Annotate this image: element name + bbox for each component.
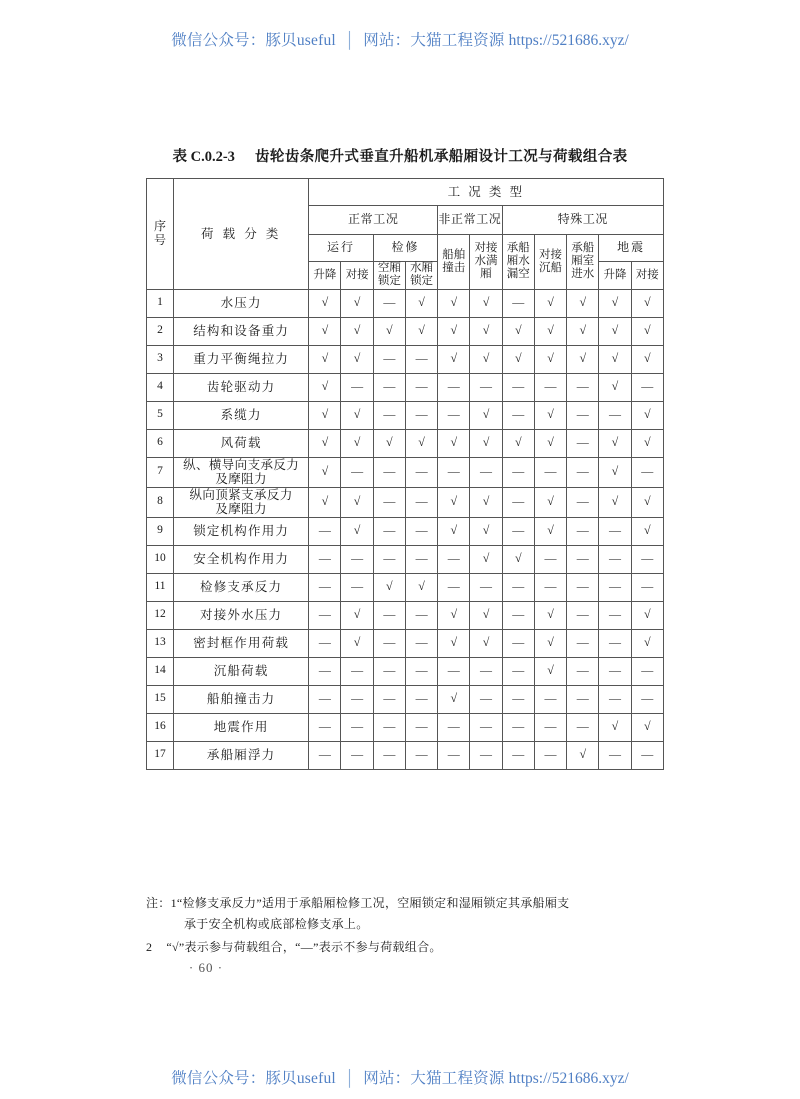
mark-included: √ (438, 629, 470, 657)
mark-excluded: — (438, 657, 470, 685)
mark-excluded: — (405, 487, 437, 517)
mark-excluded: — (502, 741, 534, 769)
table-row (147, 289, 664, 317)
header-seq-no (147, 179, 174, 290)
note-1-text-line-1: “检修支承反力”适用于承船厢检修工况，空厢锁定和湿厢锁定其承船厢支 (176, 896, 570, 910)
mark-included: √ (631, 629, 663, 657)
mark-excluded: — (309, 545, 341, 573)
mark-included: √ (470, 289, 502, 317)
mark-excluded: — (405, 345, 437, 373)
mark-excluded: — (309, 517, 341, 545)
mark-included: √ (534, 487, 566, 517)
mark-included: √ (438, 429, 470, 457)
mark-excluded: — (309, 601, 341, 629)
mark-excluded: — (309, 741, 341, 769)
mark-included: √ (309, 487, 341, 517)
mark-excluded: — (567, 545, 599, 573)
mark-included: √ (599, 345, 631, 373)
row-load-label: 密封框作用荷载 (174, 629, 309, 657)
mark-included: √ (631, 713, 663, 741)
header-row-1 (147, 179, 664, 206)
mark-included: √ (567, 317, 599, 345)
mark-included: √ (309, 317, 341, 345)
mark-excluded: — (373, 373, 405, 401)
watermark-separator-icon: │ (343, 32, 356, 49)
mark-excluded: — (631, 657, 663, 685)
header-col-chamber-room-flooding: 承船 厢室 进水 (567, 235, 599, 290)
mark-included: √ (470, 517, 502, 545)
mark-included: √ (567, 741, 599, 769)
mark-included: √ (470, 629, 502, 657)
mark-included: √ (405, 573, 437, 601)
mark-excluded: — (405, 685, 437, 713)
mark-excluded: — (470, 741, 502, 769)
mark-included: √ (502, 545, 534, 573)
header-col-hoisting-earthquake: 升降 (599, 262, 631, 290)
table-row (147, 487, 664, 517)
mark-included: √ (534, 317, 566, 345)
table-row (147, 573, 664, 601)
table-row (147, 457, 664, 487)
mark-excluded: — (341, 657, 373, 685)
table-number: 表 C.0.2-3 (172, 149, 235, 165)
row-load-label: 风荷载 (174, 429, 309, 457)
header-col-docking-earthquake: 对接 (631, 262, 663, 290)
mark-excluded: — (373, 685, 405, 713)
watermark-site-label: 网站：大猫工程资源 (363, 32, 505, 49)
mark-excluded: — (502, 373, 534, 401)
mark-excluded: — (599, 545, 631, 573)
mark-excluded: — (341, 713, 373, 741)
table-row (147, 517, 664, 545)
mark-excluded: — (534, 545, 566, 573)
mark-included: √ (309, 429, 341, 457)
mark-excluded: — (534, 713, 566, 741)
mark-excluded: — (502, 289, 534, 317)
table-row (147, 545, 664, 573)
mark-excluded: — (438, 457, 470, 487)
mark-included: √ (309, 457, 341, 487)
mark-included: √ (438, 685, 470, 713)
mark-excluded: — (373, 401, 405, 429)
mark-included: √ (438, 317, 470, 345)
mark-excluded: — (567, 457, 599, 487)
mark-included: √ (470, 317, 502, 345)
mark-excluded: — (341, 373, 373, 401)
mark-excluded: — (567, 629, 599, 657)
header-col-empty-chamber-lock: 空厢 锁定 (373, 262, 405, 290)
mark-included: √ (309, 373, 341, 401)
mark-excluded: — (567, 713, 599, 741)
watermark-wechat-label: 微信公众号：豚贝useful (171, 32, 336, 49)
header-seq-char-1: 序 (154, 218, 167, 233)
mark-excluded: — (502, 401, 534, 429)
mark-included: √ (373, 317, 405, 345)
row-number: 2 (147, 317, 174, 345)
row-load-label: 齿轮驱动力 (174, 373, 309, 401)
mark-included: √ (438, 345, 470, 373)
header-group-normal: 正常工况 (309, 206, 438, 235)
note-1-lead: 注：1 (146, 896, 177, 910)
header-seq-char-2: 号 (154, 232, 167, 247)
row-load-label: 纵向顶紧支承反力 及摩阻力 (174, 487, 309, 517)
mark-included: √ (534, 289, 566, 317)
mark-included: √ (470, 487, 502, 517)
mark-excluded: — (373, 517, 405, 545)
mark-excluded: — (567, 601, 599, 629)
note-item-1 (146, 893, 676, 914)
row-load-label: 纵、横导向支承反力 及摩阻力 (174, 457, 309, 487)
row-load-label: 水压力 (174, 289, 309, 317)
mark-excluded: — (373, 487, 405, 517)
mark-included: √ (631, 601, 663, 629)
mark-excluded: — (309, 573, 341, 601)
mark-included: √ (341, 289, 373, 317)
header-condition-type: 工 况 类 型 (309, 179, 664, 206)
row-number: 7 (147, 457, 174, 487)
table-row (147, 317, 664, 345)
mark-included: √ (631, 345, 663, 373)
mark-included: √ (438, 601, 470, 629)
mark-excluded: — (502, 487, 534, 517)
mark-included: √ (599, 317, 631, 345)
note-item-2 (146, 937, 676, 958)
mark-excluded: — (405, 517, 437, 545)
mark-excluded: — (341, 685, 373, 713)
mark-excluded: — (405, 713, 437, 741)
mark-included: √ (309, 345, 341, 373)
mark-excluded: — (405, 373, 437, 401)
mark-included: √ (470, 345, 502, 373)
mark-excluded: — (502, 457, 534, 487)
mark-excluded: — (599, 573, 631, 601)
header-col-hoisting-normal: 升降 (309, 262, 341, 290)
mark-excluded: — (502, 685, 534, 713)
mark-included: √ (534, 629, 566, 657)
mark-excluded: — (373, 545, 405, 573)
table-row (147, 713, 664, 741)
mark-included: √ (341, 629, 373, 657)
mark-included: √ (631, 289, 663, 317)
mark-excluded: — (341, 457, 373, 487)
mark-excluded: — (373, 629, 405, 657)
mark-included: √ (599, 713, 631, 741)
note-2-text: “√”表示参与荷载组合，“—”表示不参与荷载组合。 (166, 940, 442, 954)
mark-excluded: — (599, 741, 631, 769)
row-number: 15 (147, 685, 174, 713)
row-load-label: 船舶撞击力 (174, 685, 309, 713)
row-load-label: 沉船荷载 (174, 657, 309, 685)
mark-included: √ (567, 289, 599, 317)
header-col-water-chamber-lock: 水厢 锁定 (405, 262, 437, 290)
mark-excluded: — (502, 657, 534, 685)
mark-excluded: — (373, 713, 405, 741)
mark-excluded: — (438, 545, 470, 573)
mark-included: √ (534, 657, 566, 685)
table-row (147, 401, 664, 429)
note-1-text-line-2: 承于安全机构或底部检修支承上。 (184, 917, 369, 931)
load-combination-table-wrapper (146, 178, 664, 770)
mark-excluded: — (438, 373, 470, 401)
mark-excluded: — (438, 741, 470, 769)
header-col-docking-full-chamber: 对接 水满 厢 (470, 235, 502, 290)
mark-included: √ (502, 429, 534, 457)
mark-included: √ (341, 487, 373, 517)
header-group-special: 特殊工况 (502, 206, 663, 235)
mark-excluded: — (341, 741, 373, 769)
mark-excluded: — (534, 373, 566, 401)
watermark-footer (0, 1066, 800, 1088)
row-number: 6 (147, 429, 174, 457)
mark-included: √ (405, 317, 437, 345)
mark-included: √ (470, 601, 502, 629)
mark-included: √ (405, 429, 437, 457)
mark-included: √ (534, 401, 566, 429)
watermark-header (0, 28, 800, 50)
mark-excluded: — (599, 517, 631, 545)
mark-included: √ (373, 573, 405, 601)
mark-included: √ (599, 487, 631, 517)
row-load-label: 系缆力 (174, 401, 309, 429)
row-number: 5 (147, 401, 174, 429)
mark-excluded: — (373, 457, 405, 487)
header-group-abnormal: 非正常工况 (438, 206, 502, 235)
mark-included: √ (341, 317, 373, 345)
mark-excluded: — (502, 517, 534, 545)
mark-included: √ (631, 517, 663, 545)
mark-excluded: — (534, 685, 566, 713)
mark-excluded: — (631, 545, 663, 573)
mark-excluded: — (567, 685, 599, 713)
table-head (147, 179, 664, 290)
note-2-lead: 2 (146, 940, 153, 954)
mark-excluded: — (373, 741, 405, 769)
mark-excluded: — (373, 289, 405, 317)
mark-included: √ (534, 601, 566, 629)
mark-included: √ (470, 401, 502, 429)
mark-excluded: — (309, 657, 341, 685)
watermark-wechat-label: 微信公众号：豚贝useful (171, 1070, 336, 1087)
mark-excluded: — (534, 741, 566, 769)
mark-excluded: — (373, 657, 405, 685)
table-notes (146, 893, 676, 958)
mark-excluded: — (373, 345, 405, 373)
header-load-category: 荷 载 分 类 (174, 179, 309, 290)
mark-excluded: — (405, 601, 437, 629)
mark-excluded: — (567, 373, 599, 401)
mark-excluded: — (599, 601, 631, 629)
row-load-label: 结构和设备重力 (174, 317, 309, 345)
mark-excluded: — (631, 457, 663, 487)
mark-included: √ (631, 317, 663, 345)
table-caption (0, 145, 800, 166)
mark-excluded: — (534, 573, 566, 601)
mark-excluded: — (405, 401, 437, 429)
mark-excluded: — (438, 573, 470, 601)
row-load-label: 检修支承反力 (174, 573, 309, 601)
mark-excluded: — (405, 657, 437, 685)
row-load-label: 安全机构作用力 (174, 545, 309, 573)
watermark-site-label: 网站：大猫工程资源 (363, 1070, 505, 1087)
mark-excluded: — (309, 685, 341, 713)
mark-excluded: — (631, 685, 663, 713)
mark-included: √ (373, 429, 405, 457)
table-body (147, 289, 664, 769)
mark-excluded: — (502, 601, 534, 629)
mark-included: √ (470, 429, 502, 457)
mark-excluded: — (341, 573, 373, 601)
page-number: · 60 · (188, 960, 224, 975)
watermark-separator-icon: │ (343, 1070, 356, 1087)
mark-excluded: — (470, 685, 502, 713)
mark-included: √ (438, 289, 470, 317)
load-combination-table (146, 178, 664, 770)
mark-excluded: — (309, 629, 341, 657)
row-number: 10 (147, 545, 174, 573)
table-row (147, 629, 664, 657)
mark-excluded: — (470, 573, 502, 601)
mark-excluded: — (567, 429, 599, 457)
mark-included: √ (502, 317, 534, 345)
row-number: 1 (147, 289, 174, 317)
table-row (147, 429, 664, 457)
table-row (147, 373, 664, 401)
row-load-label: 承船厢浮力 (174, 741, 309, 769)
mark-included: √ (631, 429, 663, 457)
mark-excluded: — (599, 685, 631, 713)
header-subgroup-earthquake: 地震 (599, 235, 664, 262)
row-load-label: 地震作用 (174, 713, 309, 741)
mark-included: √ (534, 345, 566, 373)
mark-excluded: — (405, 741, 437, 769)
mark-excluded: — (567, 517, 599, 545)
mark-excluded: — (567, 573, 599, 601)
mark-included: √ (631, 401, 663, 429)
mark-included: √ (534, 517, 566, 545)
row-number: 11 (147, 573, 174, 601)
mark-included: √ (438, 517, 470, 545)
mark-excluded: — (567, 401, 599, 429)
header-subgroup-maintenance: 检修 (373, 235, 437, 262)
mark-excluded: — (373, 601, 405, 629)
mark-included: √ (341, 517, 373, 545)
table-title-text: 齿轮齿条爬升式垂直升船机承船厢设计工况与荷载组合表 (255, 149, 628, 165)
mark-excluded: — (502, 713, 534, 741)
mark-excluded: — (341, 545, 373, 573)
mark-included: √ (470, 545, 502, 573)
note-1-continuation (146, 914, 676, 935)
mark-included: √ (405, 289, 437, 317)
row-number: 8 (147, 487, 174, 517)
mark-included: √ (599, 429, 631, 457)
mark-included: √ (534, 429, 566, 457)
mark-included: √ (309, 289, 341, 317)
mark-excluded: — (631, 373, 663, 401)
header-subgroup-operation: 运行 (309, 235, 373, 262)
mark-included: √ (567, 345, 599, 373)
mark-excluded: — (502, 629, 534, 657)
mark-excluded: — (599, 629, 631, 657)
mark-excluded: — (502, 573, 534, 601)
mark-excluded: — (599, 401, 631, 429)
mark-excluded: — (567, 657, 599, 685)
header-col-chamber-water-leak: 承船 厢水 漏空 (502, 235, 534, 290)
mark-excluded: — (438, 713, 470, 741)
mark-excluded: — (405, 629, 437, 657)
header-col-docking-normal: 对接 (341, 262, 373, 290)
row-number: 13 (147, 629, 174, 657)
mark-excluded: — (470, 713, 502, 741)
table-row (147, 741, 664, 769)
mark-excluded: — (534, 457, 566, 487)
mark-excluded: — (309, 713, 341, 741)
mark-excluded: — (470, 373, 502, 401)
row-number: 12 (147, 601, 174, 629)
mark-included: √ (341, 601, 373, 629)
table-row (147, 685, 664, 713)
mark-included: √ (341, 429, 373, 457)
header-col-ship-impact: 船舶 撞击 (438, 235, 470, 290)
row-number: 16 (147, 713, 174, 741)
row-number: 4 (147, 373, 174, 401)
table-row (147, 657, 664, 685)
mark-excluded: — (599, 657, 631, 685)
mark-included: √ (438, 487, 470, 517)
mark-excluded: — (567, 487, 599, 517)
mark-excluded: — (631, 573, 663, 601)
row-number: 17 (147, 741, 174, 769)
row-load-label: 重力平衡绳拉力 (174, 345, 309, 373)
row-number: 9 (147, 517, 174, 545)
row-load-label: 对接外水压力 (174, 601, 309, 629)
mark-included: √ (341, 401, 373, 429)
watermark-url: https://521686.xyz/ (508, 32, 629, 49)
mark-included: √ (341, 345, 373, 373)
row-load-label: 锁定机构作用力 (174, 517, 309, 545)
mark-included: √ (599, 373, 631, 401)
mark-included: √ (599, 457, 631, 487)
watermark-url: https://521686.xyz/ (508, 1070, 629, 1087)
table-row (147, 601, 664, 629)
mark-excluded: — (470, 657, 502, 685)
mark-excluded: — (631, 741, 663, 769)
mark-excluded: — (405, 457, 437, 487)
mark-excluded: — (405, 545, 437, 573)
row-number: 3 (147, 345, 174, 373)
mark-included: √ (309, 401, 341, 429)
mark-included: √ (502, 345, 534, 373)
table-row (147, 345, 664, 373)
row-number: 14 (147, 657, 174, 685)
mark-excluded: — (438, 401, 470, 429)
mark-included: √ (631, 487, 663, 517)
mark-excluded: — (470, 457, 502, 487)
header-col-docking-sunken-ship: 对接 沉船 (534, 235, 566, 290)
mark-included: √ (599, 289, 631, 317)
